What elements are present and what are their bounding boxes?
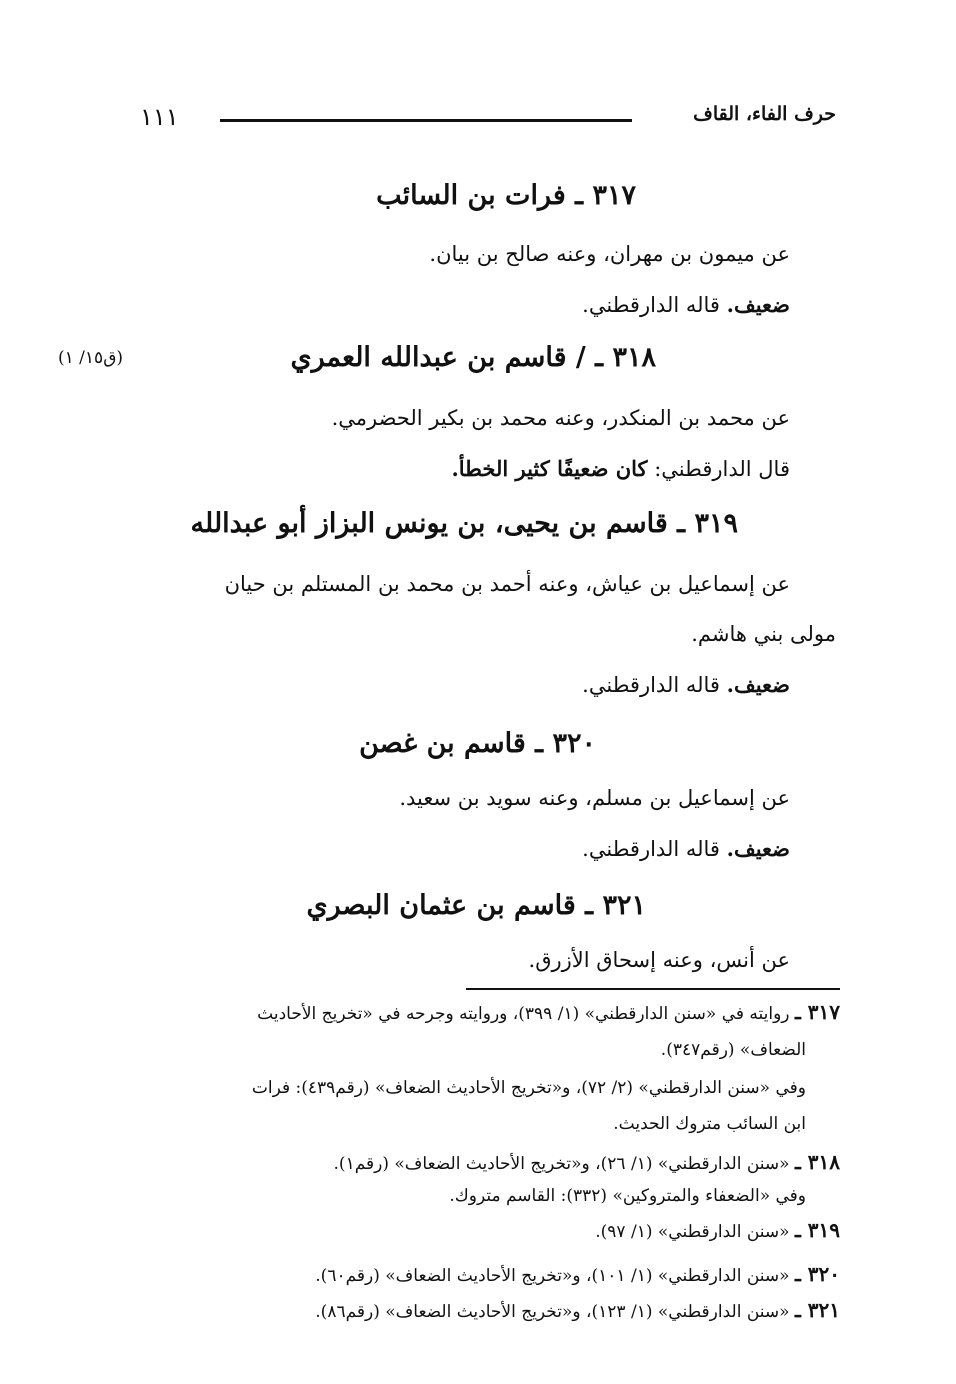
entry-name: قاسم بن غصن	[359, 728, 526, 759]
entry-text: عن إسماعيل بن عياش، وعنه أحمد بن محمد بن المستلم بن حيان	[224, 572, 790, 596]
entry-name: قاسم بن يحيى، بن يونس البزاز أبو عبدالله	[190, 508, 668, 539]
footnote-line: وفي «سنن الدارقطني» (٢/ ٧٢)، و«تخريج الأحاديث الضعاف» (رقم٤٣٩): فرات	[251, 1078, 806, 1098]
entry-text-continued: مولى بني هاشم.	[691, 622, 836, 646]
entry-number: ٣١٩ ـ	[677, 508, 738, 539]
verdict-bold: ضعيف.	[726, 672, 790, 697]
page-number: ١١١	[140, 103, 179, 131]
entry-name: قاسم بن عبدالله العمري	[290, 342, 567, 373]
entry-text: عن إسماعيل بن مسلم، وعنه سويد بن سعيد.	[399, 786, 790, 810]
entry-verdict	[582, 672, 790, 697]
entry-number: ٣٢٠ ـ	[535, 728, 596, 759]
entry-text: عن أنس، وعنه إسحاق الأزرق.	[528, 948, 790, 972]
entry-heading-318	[291, 342, 656, 373]
verdict-rest: قاله الدارقطني.	[582, 293, 727, 317]
footnote-rule	[466, 988, 840, 990]
verdict-rest: قاله الدارقطني.	[582, 673, 727, 697]
entry-heading-321	[307, 890, 646, 921]
verdict-rest: قاله الدارقطني.	[582, 837, 727, 861]
entry-heading-319	[191, 508, 738, 539]
entry-text: عن محمد بن المنكدر، وعنه محمد بن بكير الحضرمي.	[331, 406, 790, 430]
entry-heading-317	[376, 180, 636, 211]
entry-name: فرات بن السائب	[376, 180, 566, 211]
entry-number: ٣٢١ ـ	[585, 890, 646, 921]
footnote-number: ٣١٨ ـ	[794, 1150, 840, 1174]
running-header-title: حرف الفاء، القاف	[693, 103, 836, 125]
footnote-text: روايته في «سنن الدارقطني» (١/ ٣٩٩)، وروايته وجرحه في «تخريج الأحاديث	[257, 1004, 790, 1024]
verdict-bold: ضعيف.	[726, 292, 790, 317]
footnote-318	[334, 1150, 840, 1174]
verdict-prefix: قال الدارقطني:	[647, 457, 790, 481]
footnote-text: «سنن الدارقطني» (١/ ١٠١)، و«تخريج الأحاديث الضعاف» (رقم٦٠).	[315, 1266, 790, 1286]
footnote-number: ٣٢١ ـ	[794, 1298, 840, 1322]
footnote-320	[315, 1262, 840, 1286]
footnote-321	[315, 1298, 840, 1322]
header-rule	[220, 119, 632, 122]
footnote-text: «سنن الدارقطني» (١/ ١٢٣)، و«تخريج الأحاديث الضعاف» (رقم٨٦).	[315, 1302, 790, 1322]
footnote-number: ٣٢٠ ـ	[794, 1262, 840, 1286]
entry-verdict	[582, 292, 790, 317]
footnote-319	[595, 1218, 840, 1242]
entry-name: قاسم بن عثمان البصري	[306, 890, 576, 921]
footnote-number: ٣١٧ ـ	[794, 1000, 840, 1024]
footnote-line: وفي «الضعفاء والمتروكين» (٣٣٢): القاسم متروك.	[449, 1186, 806, 1206]
entry-number: ٣١٨ ـ /	[575, 342, 656, 373]
footnote-number: ٣١٩ ـ	[794, 1218, 840, 1242]
entry-verdict	[582, 836, 790, 861]
footnote-317	[257, 1000, 840, 1024]
verdict-bold: كان ضعيفًا كثير الخطأ.	[451, 456, 648, 481]
verdict-bold: ضعيف.	[726, 836, 790, 861]
footnote-line: ابن السائب متروك الحديث.	[613, 1114, 806, 1134]
manuscript-folio-note: (ق١٥/ ١)	[58, 348, 124, 368]
entry-heading-320	[359, 728, 596, 759]
entry-number: ٣١٧ ـ	[575, 180, 636, 211]
footnote-line: الضعاف» (رقم٣٤٧).	[660, 1040, 806, 1060]
footnote-text: «سنن الدارقطني» (١/ ٩٧).	[595, 1222, 790, 1242]
entry-text: عن ميمون بن مهران، وعنه صالح بن بيان.	[429, 242, 790, 266]
entry-verdict	[451, 456, 790, 481]
footnote-text: «سنن الدارقطني» (١/ ٢٦)، و«تخريج الأحاديث الضعاف» (رقم١).	[333, 1154, 790, 1174]
